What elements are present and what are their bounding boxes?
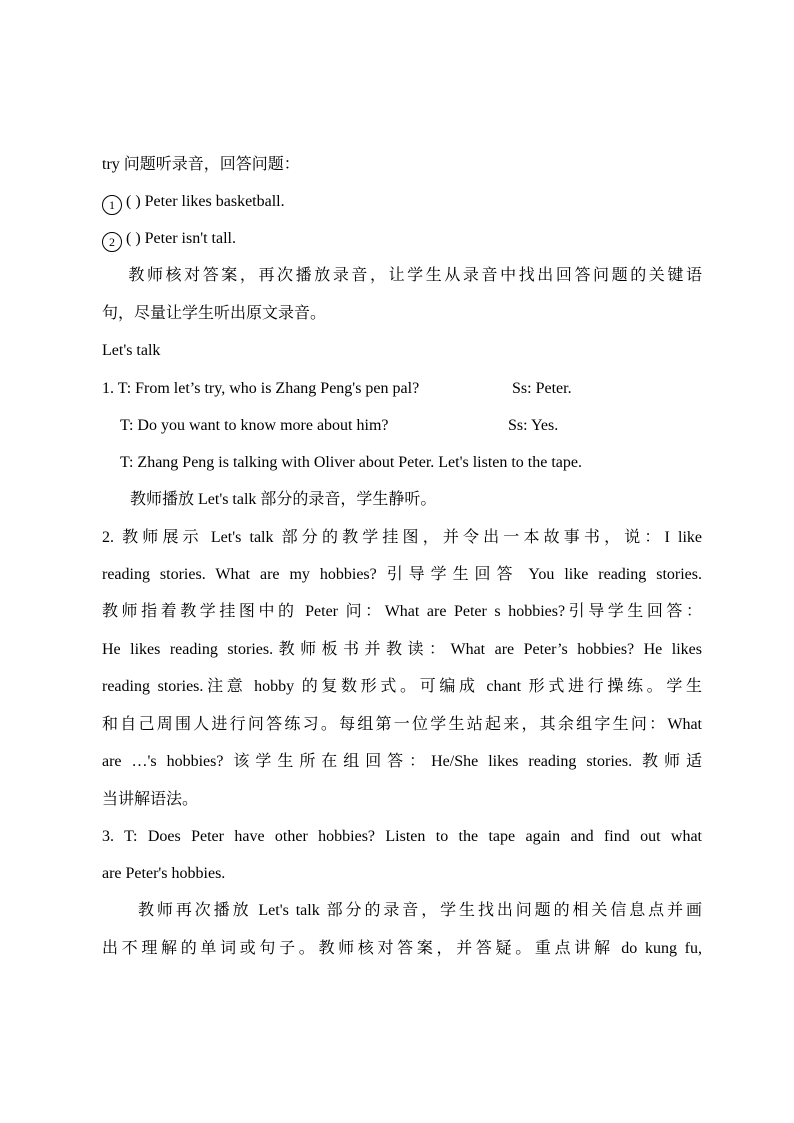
text-line: are Peter's hobbies.	[102, 865, 226, 882]
teacher-line: T: Do you want to know more about him?	[120, 417, 389, 434]
question-text: ( ) Peter isn't tall.	[126, 230, 236, 247]
text-line: reading stories.注意 hobby 的复数形式。可编成 chant 形式进行操练。学生	[102, 678, 702, 695]
text-line: reading stories. What are my hobbies? 引导学生回答 You like reading stories.	[102, 566, 702, 583]
dialogue-line	[120, 416, 700, 436]
text-line: 3. T: Does Peter have other hobbies? Listen to the tape again and find out what	[102, 828, 702, 845]
text-line: 句，尽量让学生听出原文录音。	[102, 305, 327, 322]
text-line: 出不理解的单词或句子。教师核对答案，并答疑。重点讲解 do kung fu,	[102, 940, 702, 957]
dialogue-line	[102, 379, 702, 399]
student-line: Ss: Peter.	[512, 380, 572, 397]
text-line: He likes reading stories.教师板书并教读：What are Peter’s hobbies? He likes	[102, 641, 702, 658]
text-line: 2. 教师展示 Let's talk 部分的教学挂图，并令出一本故事书，说：I like	[102, 529, 702, 546]
text-line: 教师播放 Let's talk 部分的录音，学生静听。	[130, 491, 437, 508]
text-line: 当讲解语法。	[102, 791, 199, 808]
question-item-2	[102, 229, 702, 252]
circled-number: 2	[102, 232, 122, 252]
student-line: Ss: Yes.	[508, 417, 559, 434]
question-text: ( ) Peter likes basketball.	[126, 193, 285, 210]
section-heading: Let's talk	[102, 342, 161, 359]
circled-number: 1	[102, 195, 122, 215]
teacher-line: 1. T: From let’s try, who is Zhang Peng's pen pal?	[102, 380, 420, 397]
text-line: 教师核对答案，再次播放录音，让学生从录音中找出回答问题的关键语	[102, 267, 702, 284]
text-line: 和自己周围人进行问答练习。每组第一位学生站起来，其余组字生问：What	[102, 716, 702, 733]
text-line: 教师指着教学挂图中的 Peter 问：What are Peter s hobbies?引导学生回答：	[102, 603, 702, 620]
question-item-1	[102, 192, 702, 215]
text-line: 教师再次播放 Let's talk 部分的录音，学生找出问题的相关信息点并画	[138, 902, 702, 919]
dialogue-line: T: Zhang Peng is talking with Oliver about Peter. Let's listen to the tape.	[120, 454, 582, 471]
text-line: try 问题听录音，回答问题：	[102, 156, 300, 173]
text-line: are …'s hobbies? 该学生所在组回答：He/She likes reading stories. 教师适	[102, 753, 702, 770]
